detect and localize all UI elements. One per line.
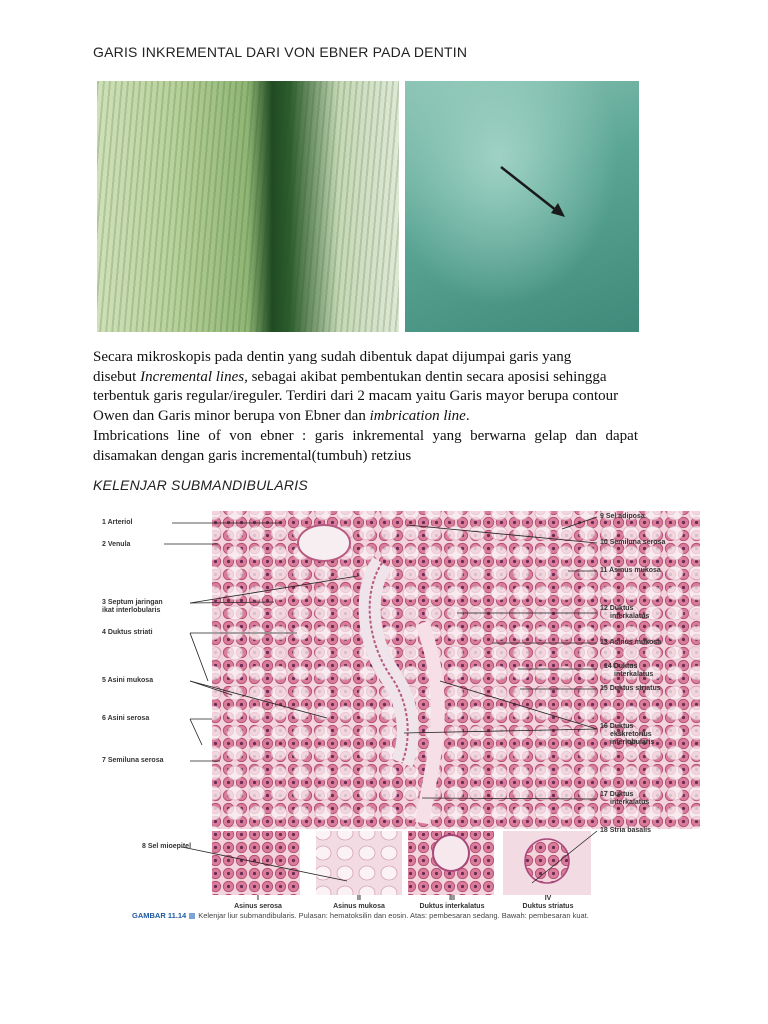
panel-label-3 bbox=[404, 895, 500, 911]
caption-text: Kelenjar liur submandibularis. Pulasan: hematoksilin dan eosin. Atas: pembesaran sedang. Bawah: pembesaran kuat. bbox=[198, 911, 589, 920]
text-run: sebagai akibat pembentukan dentin secara aposisi sehingga bbox=[247, 368, 607, 385]
label-arteriol: 1 Arteriol bbox=[102, 519, 133, 526]
section-heading-submandibular: KELENJAR SUBMANDIBULARIS bbox=[93, 477, 308, 493]
label-subtext: interkalatus bbox=[610, 613, 650, 620]
text-run: . bbox=[465, 407, 470, 424]
text-run: disebut bbox=[93, 368, 141, 385]
label-duktus-interkalatus-2 bbox=[604, 663, 653, 679]
para-line bbox=[93, 368, 638, 388]
label-duktus-striatus: 15 Duktus striatus bbox=[600, 685, 661, 692]
label-subtext: interlobularis bbox=[610, 739, 655, 746]
label-subtext: interkalatus bbox=[614, 671, 654, 678]
paragraph-imbrication: Imbrications line of von ebner : garis inkremental yang berwarna gelap dan dapat disamakan dengan garis incremental(tumbuh) retzius bbox=[93, 428, 638, 464]
label-duktus-interkalatus bbox=[600, 605, 649, 621]
label-asinus-mukosa: 11 Asinus mukosa bbox=[600, 567, 661, 574]
label-semiluna-serosa-right: 10 Semiluna serosa bbox=[600, 539, 666, 546]
section-heading-dentin: GARIS INKREMENTAL DARI VON EBNER PADA DENTIN bbox=[93, 44, 468, 60]
italic-term: imbrication line bbox=[369, 407, 466, 424]
label-asini-mukosa: 5 Asini mukosa bbox=[102, 677, 154, 684]
label-text: 17 Duktus bbox=[600, 791, 634, 798]
panel-num: IV bbox=[544, 895, 552, 902]
label-text: 12 Duktus bbox=[600, 605, 634, 612]
label-septum bbox=[102, 599, 163, 615]
label-asinus-mukosa-2: 13 Asinus mukosa bbox=[600, 639, 662, 646]
panel-name: Duktus striatus bbox=[522, 903, 574, 910]
panel-label-1 bbox=[216, 895, 300, 911]
label-subtext: ekskretorius bbox=[610, 731, 652, 738]
submandibular-gland-figure bbox=[92, 503, 704, 933]
panel-label-2 bbox=[316, 895, 402, 911]
caption-title: GAMBAR 11.14 bbox=[132, 911, 187, 920]
caption-square-icon bbox=[189, 913, 195, 919]
label-duktus-interkalatus-3 bbox=[600, 791, 649, 807]
figure-caption bbox=[132, 911, 692, 920]
para-line: terbentuk garis regular/ireguler. Terdiri dari 2 macam yaitu Garis mayor berupa contour bbox=[93, 388, 619, 404]
panel-name: Duktus interkalatus bbox=[419, 903, 485, 910]
label-venula: 2 Venula bbox=[102, 541, 131, 548]
dentin-micrograph-green bbox=[97, 81, 399, 332]
panel-num: II bbox=[357, 895, 361, 902]
label-asini-serosa: 6 Asini serosa bbox=[102, 715, 150, 722]
panel-label-4 bbox=[500, 895, 596, 911]
label-duktus-ekskretorius bbox=[600, 723, 654, 747]
panel-num: III bbox=[449, 895, 455, 902]
label-stria-basalis: 18 Stria basalis bbox=[600, 827, 651, 834]
label-sel-adiposa: 9 Sel adiposa bbox=[600, 513, 645, 520]
italic-term: Incremental lines, bbox=[140, 368, 248, 385]
label-semiluna-serosa: 7 Semiluna serosa bbox=[102, 757, 164, 764]
label-subtext: interkalatus bbox=[610, 799, 650, 806]
panel-name: Asinus mukosa bbox=[333, 903, 385, 910]
para-line bbox=[93, 407, 638, 427]
label-text: 3 Septum jaringan bbox=[102, 599, 163, 606]
paragraph-incremental-lines bbox=[93, 348, 638, 426]
panel-num: I bbox=[257, 895, 259, 902]
label-text: 14 Duktus bbox=[604, 663, 638, 670]
label-sel-mioepitel: 8 Sel mioepitel bbox=[142, 843, 192, 850]
label-text: 16 Duktus bbox=[600, 723, 634, 730]
para-line: Secara mikroskopis pada dentin yang sudah dibentuk dapat dijumpai garis yang bbox=[93, 349, 572, 365]
label-subtext: ikat interlobularis bbox=[102, 607, 161, 614]
arrow-icon bbox=[405, 81, 639, 332]
panel-name: Asinus serosa bbox=[234, 903, 282, 910]
text-run: Owen dan Garis minor berupa von Ebner dan bbox=[93, 407, 370, 424]
dentin-micrograph-teal bbox=[405, 81, 639, 332]
label-duktus-striati: 4 Duktus striati bbox=[102, 629, 153, 636]
